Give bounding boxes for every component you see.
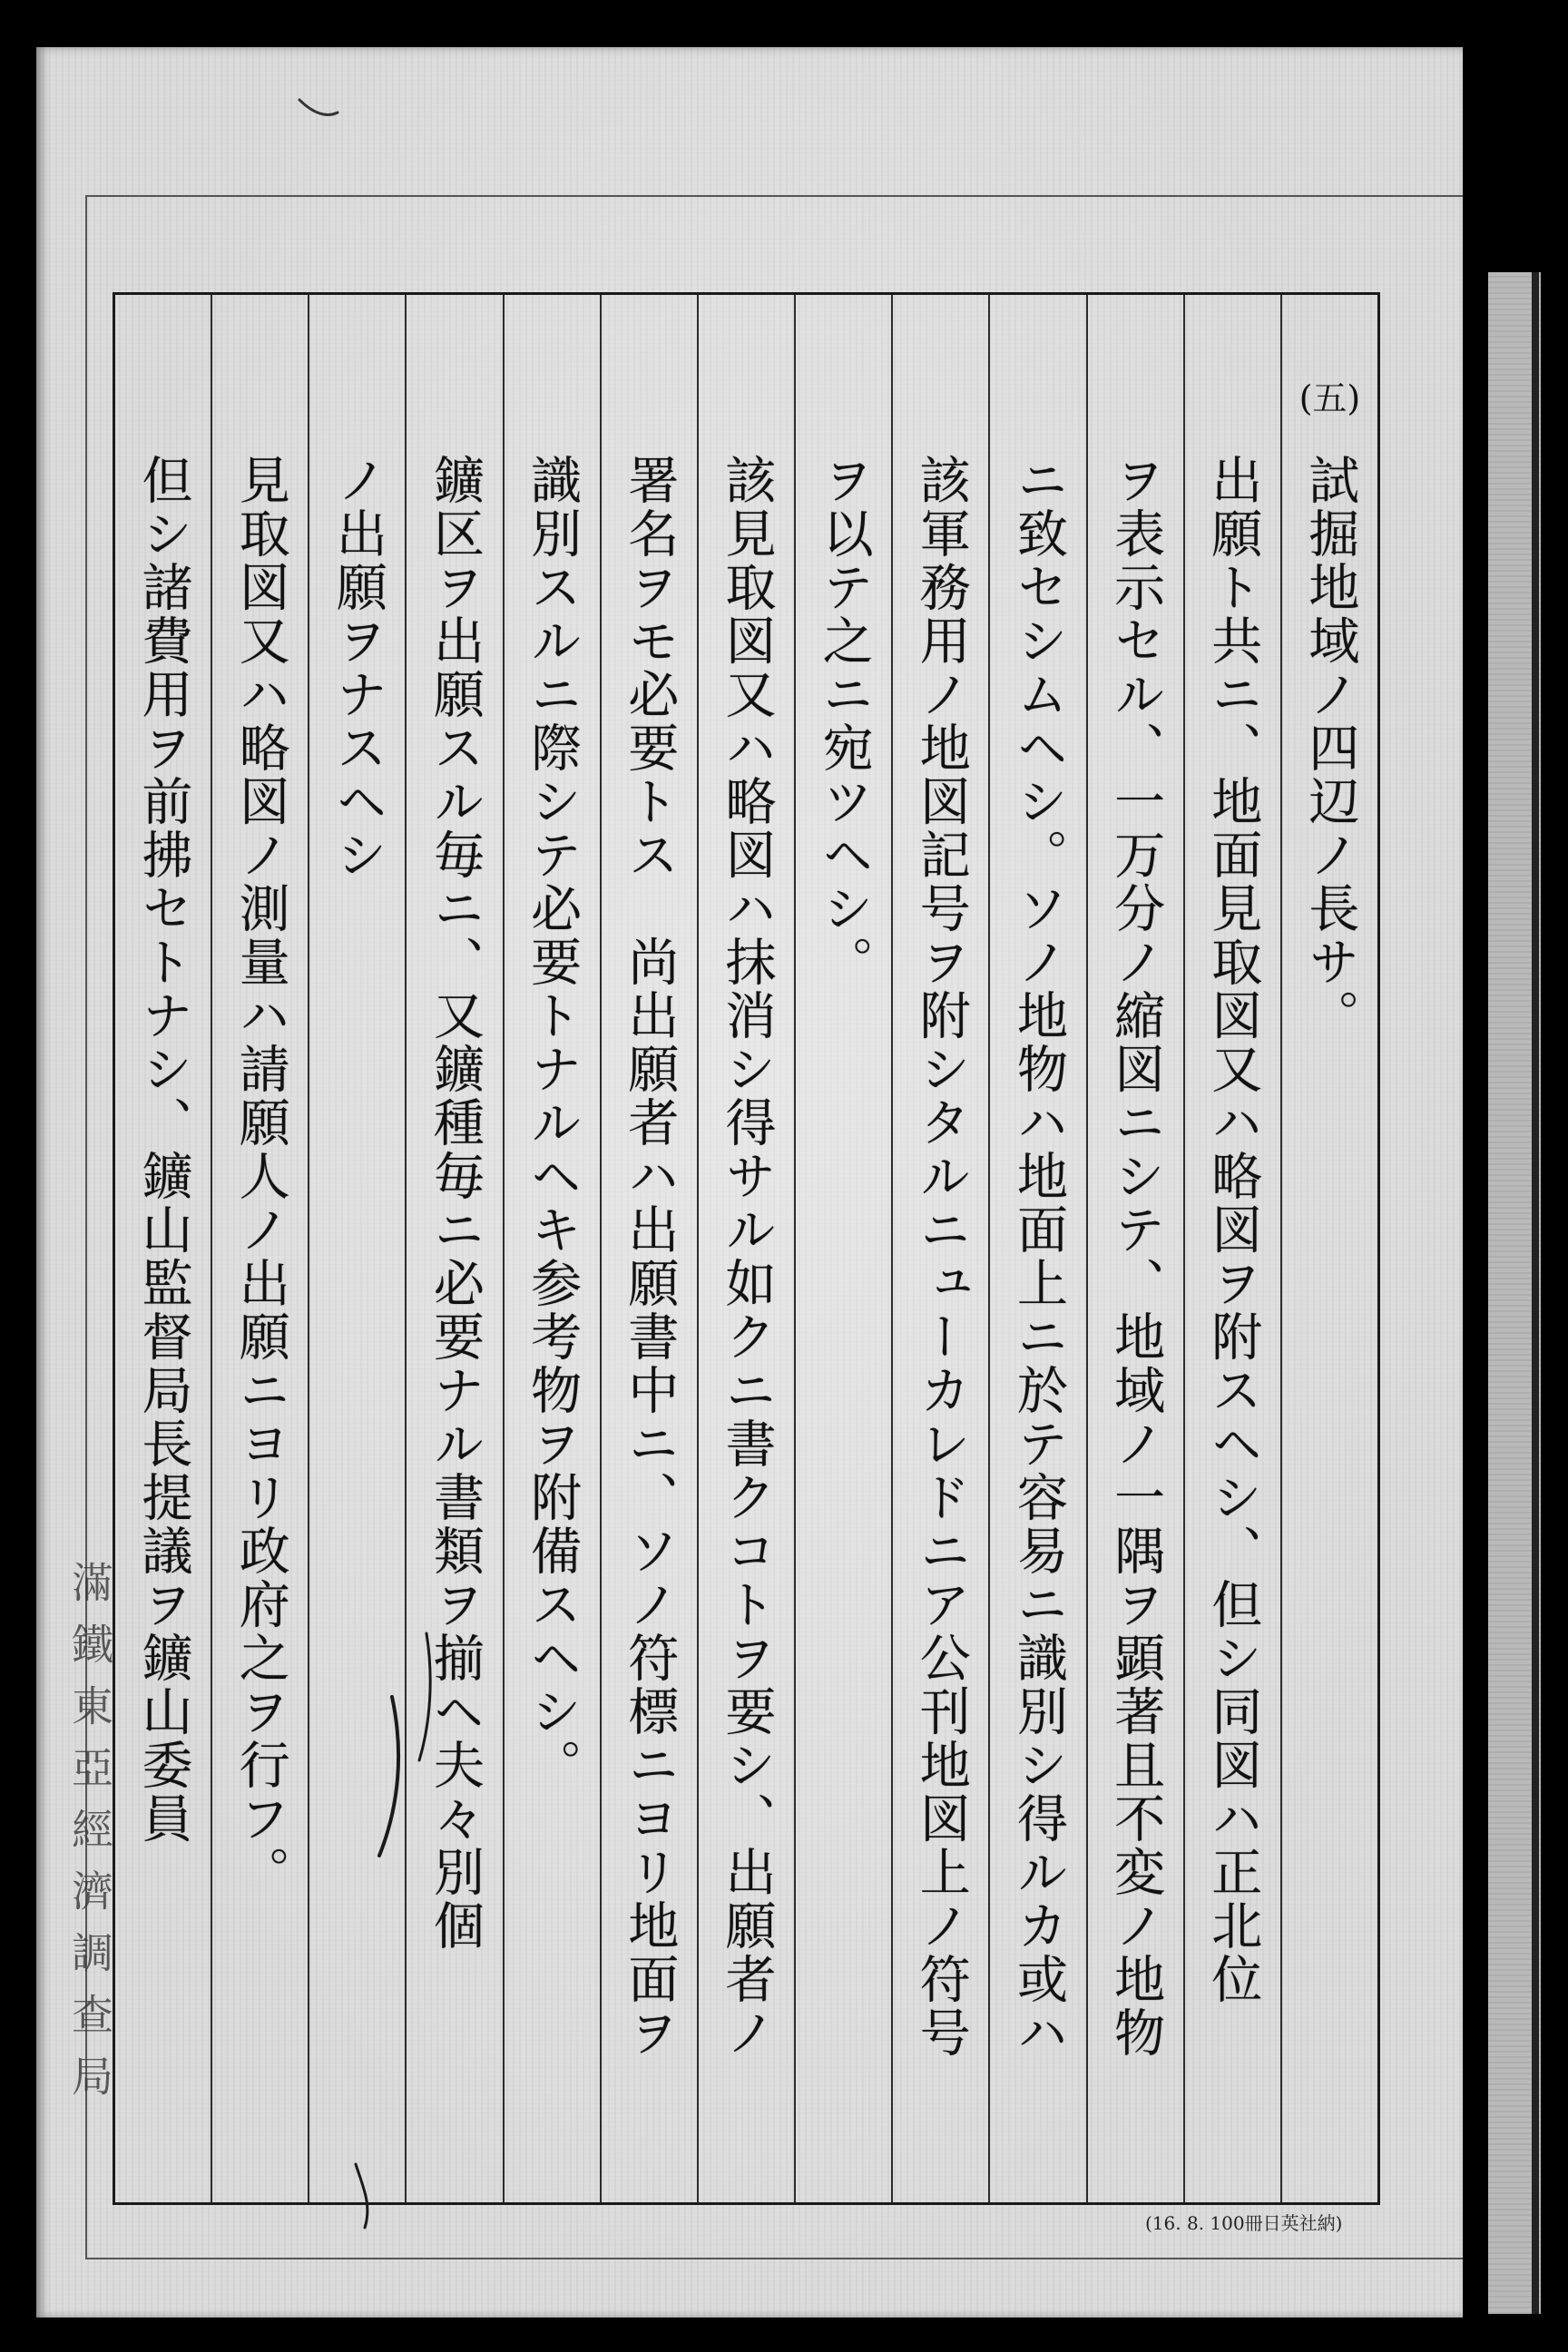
library-stamp: 滿鐵東亞經濟調查局 (65, 1561, 114, 2116)
text-column (1183, 295, 1280, 2202)
column-text: ニ致セシムヘシ。ソノ地物ハ地面上ニ於テ容易ニ識別シ得ルカ或ハ (1008, 454, 1068, 2060)
text-column (697, 295, 794, 2202)
text-column (891, 295, 988, 2202)
item-number-label: (五) (1298, 378, 1361, 418)
printer-note: (16. 8. 100冊日英社納) (1145, 2212, 1343, 2234)
text-column (1086, 295, 1183, 2202)
ruled-writing-frame (113, 292, 1380, 2205)
column-text: 見取図又ハ略図ノ測量ハ請願人ノ出願ニヨリ政府之ヲ行フ。 (230, 454, 290, 1899)
column-text: 出願ト共ニ、地面見取図又ハ略図ヲ附スヘシ、但シ同図ハ正北位 (1203, 454, 1263, 2006)
column-text: ヲ表示セル、一万分ノ縮図ニシテ、地域ノ一隅ヲ顕著且不変ノ地物 (1106, 454, 1166, 2060)
column-text: ノ出願ヲナスヘシ (328, 454, 387, 882)
text-column (988, 295, 1085, 2202)
column-text: 該見取図又ハ略図ハ抹消シ得サル如クニ書クコトヲ要シ、出願者ノ (717, 454, 777, 2060)
text-column (115, 295, 211, 2202)
column-text: 該軍務用ノ地図記号ヲ附シタルニューカレドニア公刊地図上ノ符号 (911, 454, 971, 2060)
text-column (405, 295, 502, 2202)
column-text: 試掘地域ノ四辺ノ長サ。 (1300, 454, 1360, 1043)
text-column (211, 295, 308, 2202)
text-column (794, 295, 891, 2202)
column-text: 但シ諸費用ヲ前拂セトナシ、鑛山監督局長提議ヲ鑛山委員 (133, 454, 193, 1846)
binding-shadow (1532, 272, 1539, 2314)
text-column (503, 295, 600, 2202)
text-column (1280, 295, 1377, 2202)
column-text: ヲ以テ之ニ宛ツヘシ。 (814, 454, 874, 989)
column-text: 鑛区ヲ出願スル毎ニ、又鑛種毎ニ必要ナル書類ヲ揃ヘ夫々別個 (426, 454, 485, 1953)
text-column (308, 295, 405, 2202)
column-text: 識別スルニ際シテ必要トナルヘキ参考物ヲ附備スヘシ。 (523, 454, 583, 1792)
text-column (600, 295, 697, 2202)
column-text: 署名ヲモ必要トス 尚出願者ハ出願書中ニ、ソノ符標ニヨリ地面ヲ (620, 454, 680, 2060)
